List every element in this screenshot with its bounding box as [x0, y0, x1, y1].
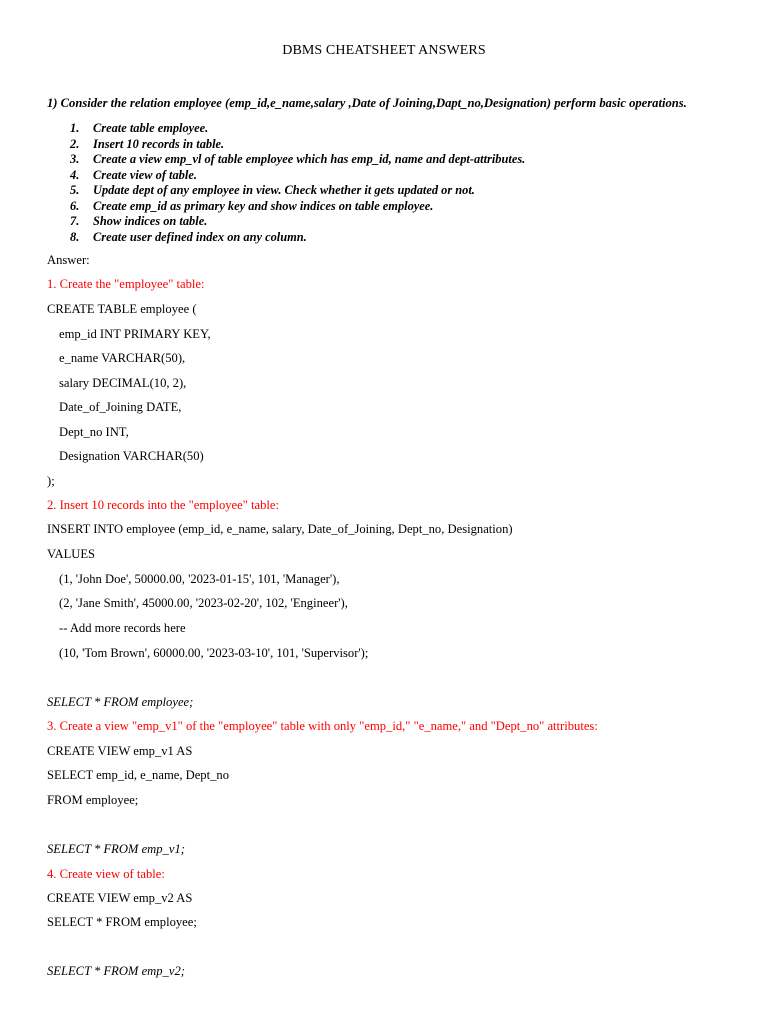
task-item: 1. Create table employee. [70, 121, 209, 135]
task-list [70, 121, 525, 245]
document-title: DBMS CHEATSHEET ANSWERS [282, 43, 486, 58]
task-item: 3. Create a view emp_vl of table employee which has emp_id, name and dept-attributes. [70, 152, 526, 166]
code-line: CREATE TABLE employee ( [47, 302, 197, 316]
section-heading-3: 3. Create a view "emp_v1" of the "employee" table with only "emp_id," "e_name," and "Dept_no" attributes: [47, 719, 598, 733]
code-line: e_name VARCHAR(50), [59, 351, 186, 365]
select-statement: SELECT * FROM employee; [47, 695, 194, 709]
code-line: Designation VARCHAR(50) [59, 449, 204, 463]
task-item: 7. Show indices on table. [70, 214, 208, 228]
code-line: (2, 'Jane Smith', 45000.00, '2023-02-20', 102, 'Engineer'), [59, 596, 348, 610]
code-line: salary DECIMAL(10, 2), [59, 376, 187, 390]
code-line: (1, 'John Doe', 50000.00, '2023-01-15', 101, 'Manager'), [59, 572, 340, 586]
section-heading-4: 4. Create view of table: [47, 867, 165, 881]
task-item: 5. Update dept of any employee in view. Check whether it gets updated or not. [70, 183, 475, 197]
code-line: -- Add more records here [59, 621, 186, 635]
section-heading-1: 1. Create the "employee" table: [47, 277, 205, 291]
task-item: 8. Create user defined index on any column. [70, 229, 307, 244]
answer-label: Answer: [47, 253, 90, 267]
task-item: 2. Insert 10 records in table. [70, 136, 225, 151]
select-statement: SELECT * FROM emp_v1; [47, 842, 185, 856]
code-line: (10, 'Tom Brown', 60000.00, '2023-03-10', 101, 'Supervisor'); [59, 646, 369, 660]
code-line: FROM employee; [47, 793, 139, 807]
code-line: SELECT emp_id, e_name, Dept_no [47, 768, 229, 782]
select-statement: SELECT * FROM emp_v2; [47, 964, 185, 978]
question-text: 1) Consider the relation employee (emp_id,e_name,salary ,Date of Joining,Dapt_no,Designation) perform basic operations. [47, 96, 687, 110]
code-line: CREATE VIEW emp_v2 AS [47, 891, 193, 905]
task-item: 4. Create view of table. [70, 167, 197, 182]
code-line: CREATE VIEW emp_v1 AS [47, 744, 193, 758]
code-line: INSERT INTO employee (emp_id, e_name, salary, Date_of_Joining, Dept_no, Designation) [47, 522, 513, 536]
section-heading-2: 2. Insert 10 records into the "employee" table: [47, 498, 280, 512]
code-line: ); [47, 474, 55, 488]
code-line: SELECT * FROM employee; [47, 915, 197, 929]
code-line: emp_id INT PRIMARY KEY, [59, 327, 211, 341]
code-line: Date_of_Joining DATE, [59, 400, 182, 414]
task-item: 6. Create emp_id as primary key and show indices on table employee. [70, 198, 434, 213]
code-line: VALUES [47, 547, 96, 561]
code-line: Dept_no INT, [59, 425, 129, 439]
